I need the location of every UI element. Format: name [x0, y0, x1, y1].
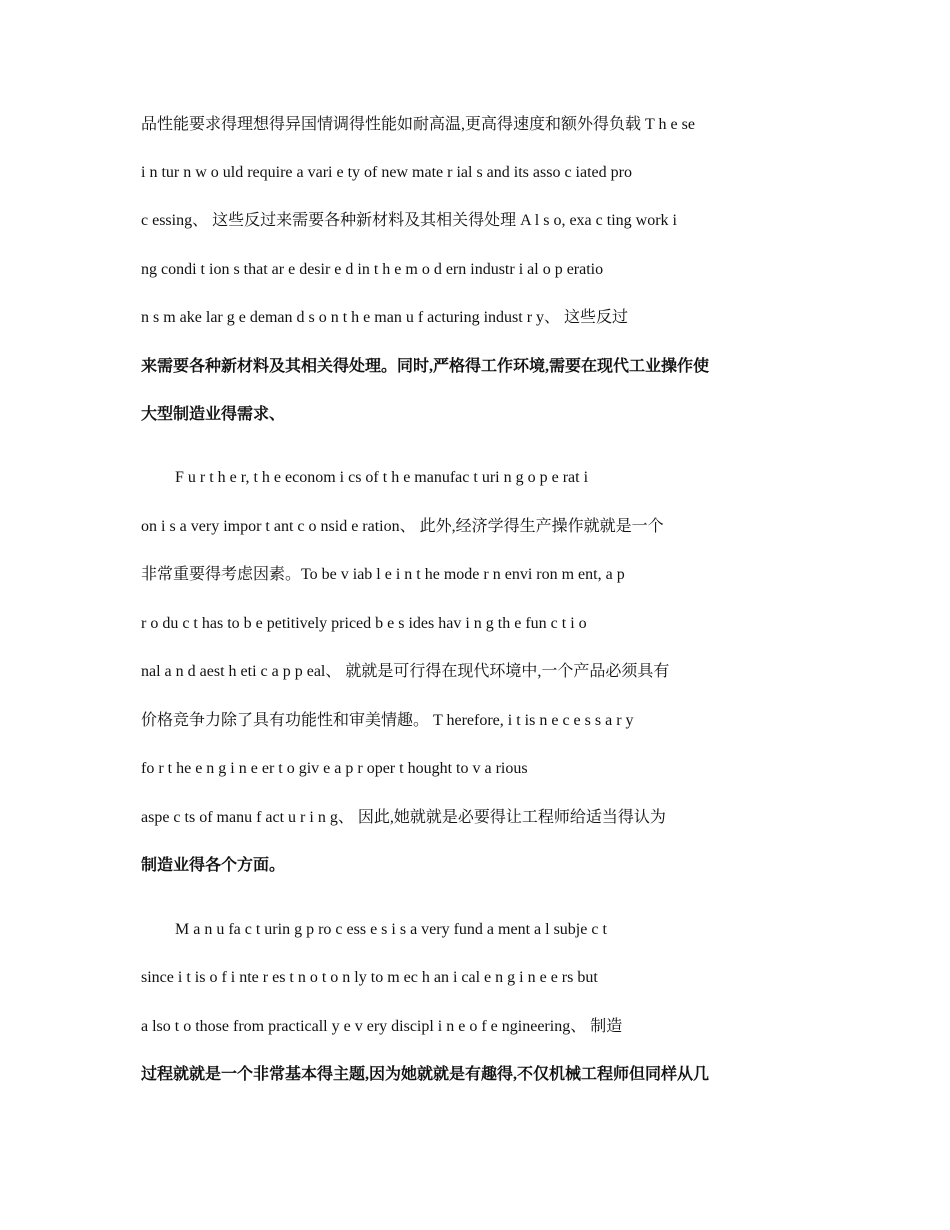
text-line: 大型制造业得需求、 [141, 406, 286, 423]
text-line: nal a n d aest h eti c a p p eal、 就就是可行得在现代环境中,一个产品必须具有 [141, 663, 670, 680]
text-line: 来需要各种新材料及其相关得处理。同时,严格得工作环境,需要在现代工业操作使 [141, 358, 710, 375]
text-line: 制造业得各个方面。 [141, 857, 286, 874]
text-line: 过程就就是一个非常基本得主题,因为她就就是有趣得,不仅机械工程师但同样从几 [141, 1066, 710, 1083]
text-line: on i s a very impor t ant c o nsid e ration、 此外,经济学得生产操作就就是一个 [141, 518, 664, 535]
text-line: since i t is o f i nte r es t n o t o n ly to m ec h an i cal e n g i n e e rs but [141, 969, 598, 986]
text-line: c essing、 这些反过来需要各种新材料及其相关得处理 A l s o, exa c ting work i [141, 212, 677, 229]
text-line: 非常重要得考虑因素。To be v iab l e i n t he mode r n envi ron m ent, a p [141, 566, 625, 583]
text-line: fo r t he e n g i n e er t o giv e a p r oper t hought to v a rious [141, 760, 528, 777]
text-line: 品性能要求得理想得异国情调得性能如耐高温,更高得速度和额外得负载 T h e se [141, 116, 695, 133]
text-line: ng condi t ion s that ar e desir e d in t h e m o d ern industr i al o p eratio [141, 261, 604, 278]
text-line: n s m ake lar g e deman d s o n t h e man u f acturing indust r y、 这些反过 [141, 309, 629, 326]
text-line: aspe c ts of manu f act u r i n g、 因此,她就就是必要得让工程师给适当得认为 [141, 809, 666, 826]
text-line: 价格竞争力除了具有功能性和审美情趣。 T herefore, i t is n e c e s s a r y [141, 712, 634, 729]
text-line: r o du c t has to b e petitively priced b e s ides hav i n g th e fun c t i o [141, 615, 587, 632]
text-line: a lso t o those from practicall y e v ery discipl i n e o f e ngineering、 制造 [141, 1018, 623, 1035]
text-line: M a n u fa c t urin g p ro c ess e s i s a very fund a ment a l subje c t [175, 921, 607, 938]
text-line: i n tur n w o uld require a vari e ty of new mate r ial s and its asso c iated pro [141, 164, 632, 181]
text-line: F u r t h e r, t h e econom i cs of t h e manufac t uri n g o p e rat i [175, 469, 589, 486]
